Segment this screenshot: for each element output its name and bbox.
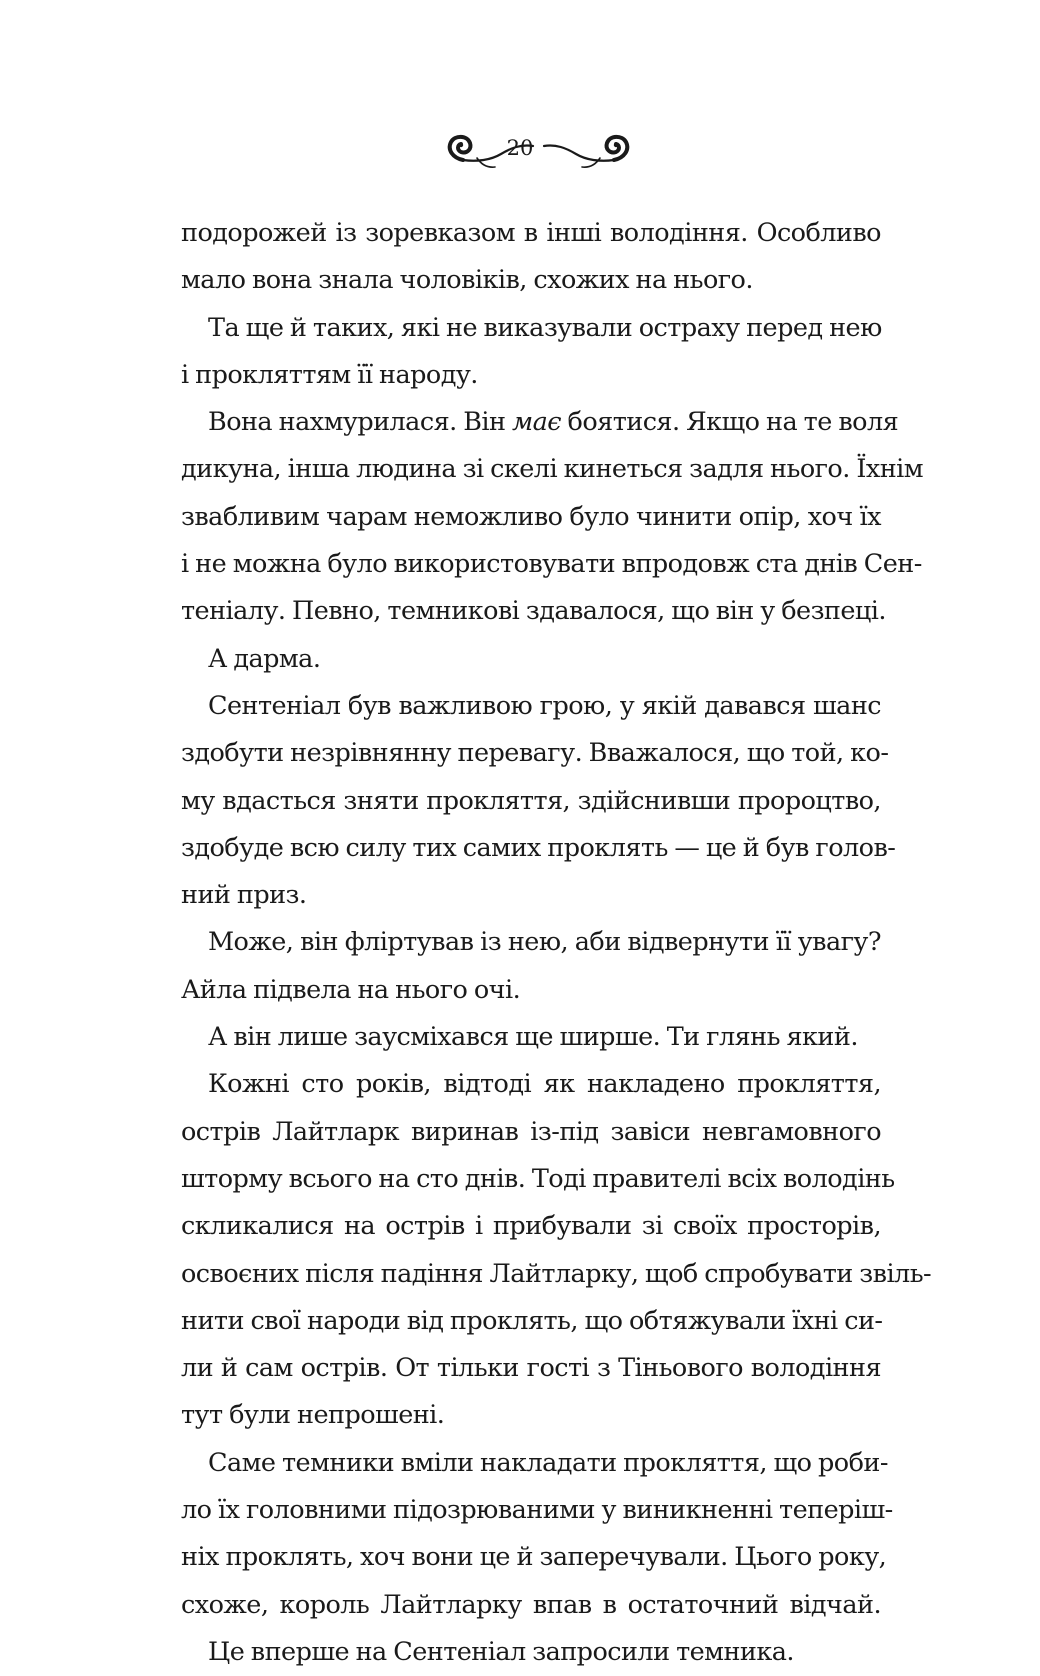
swirl-ornament-right-icon [540,128,640,172]
text-line: тут були непрошені. [181,1400,445,1431]
text-line: ний приз. [181,880,307,911]
text-line: нити свої народи від проклять, що обтяжували їхні си- [181,1305,883,1336]
text-line: скликалися на острів і прибували зі своїх просторів, [181,1211,881,1242]
text-line: теніалу. Певно, темникові здавалося, що він у безпеці. [181,596,886,627]
text-line: ніх проклять, хоч вони це й заперечували. Цього року, [181,1542,887,1573]
text-line: Саме темники вміли накладати прокляття, що роби- [208,1447,888,1478]
page-number: 20 [506,136,534,160]
page-header [0,122,1040,178]
text-line: Айла підвела на нього очі. [181,974,521,1005]
text-line: ли й сам острів. От тільки гості з Тіньового володіння [181,1353,881,1384]
text-line: А дарма. [208,643,321,674]
text-line: Може, він фліртував із нею, аби відвернути її увагу? [208,927,881,958]
body-text [181,210,932,1676]
text-line: му вдасться зняти прокляття, здійснивши пророцтво, [181,785,881,816]
text-line: шторму всього на сто днів. Тоді правителі всіх володінь [181,1163,895,1194]
text-line: схоже, король Лайтларку впав в остаточний відчай. [181,1589,881,1620]
text-run: Вона нахмурилася. Він [208,407,513,438]
text-line: Сентеніал був важливою грою, у якій давався шанс [208,690,881,721]
text-line: Це вперше на Сентеніал запросили темника. [208,1636,794,1667]
text-run: боятися. Якщо на те воля [561,407,899,438]
text-line: А він лише заусміхався ще ширше. Ти глянь який. [208,1022,858,1053]
text-line: Та ще й таких, які не виказували остраху перед нею [208,312,882,343]
text-line: здобути незрівнянну перевагу. Вважалося, що той, ко- [181,738,889,769]
text-line: і не можна було використовувати впродовж ста днів Сен- [181,549,922,580]
text-line: Кожні сто років, відтоді як накладено прокляття, [208,1069,881,1100]
text-line: ло їх головними підозрюваними у виникненні теперіш- [181,1495,893,1526]
text-line: освоєних після падіння Лайтларку, щоб спробувати звіль- [181,1258,932,1289]
emphasis-text: має [512,407,561,438]
text-line: острів Лайтларк виринав із-під завіси невгамовного [181,1116,881,1147]
text-line: мало вона знала чоловіків, схожих на нього. [181,265,753,296]
text-line [181,399,899,446]
text-line: і прокляттям її народу. [181,359,478,390]
text-line: звабливим чарам неможливо було чинити опір, хоч їх [181,501,881,532]
text-line: дикуна, інша людина зі скелі кинеться задля нього. Їхнім [181,454,924,485]
text-line: здобуде всю силу тих самих проклять — це й був голов- [181,832,896,863]
text-line: подорожей із зоревказом в інші володіння. Особливо [181,218,881,248]
